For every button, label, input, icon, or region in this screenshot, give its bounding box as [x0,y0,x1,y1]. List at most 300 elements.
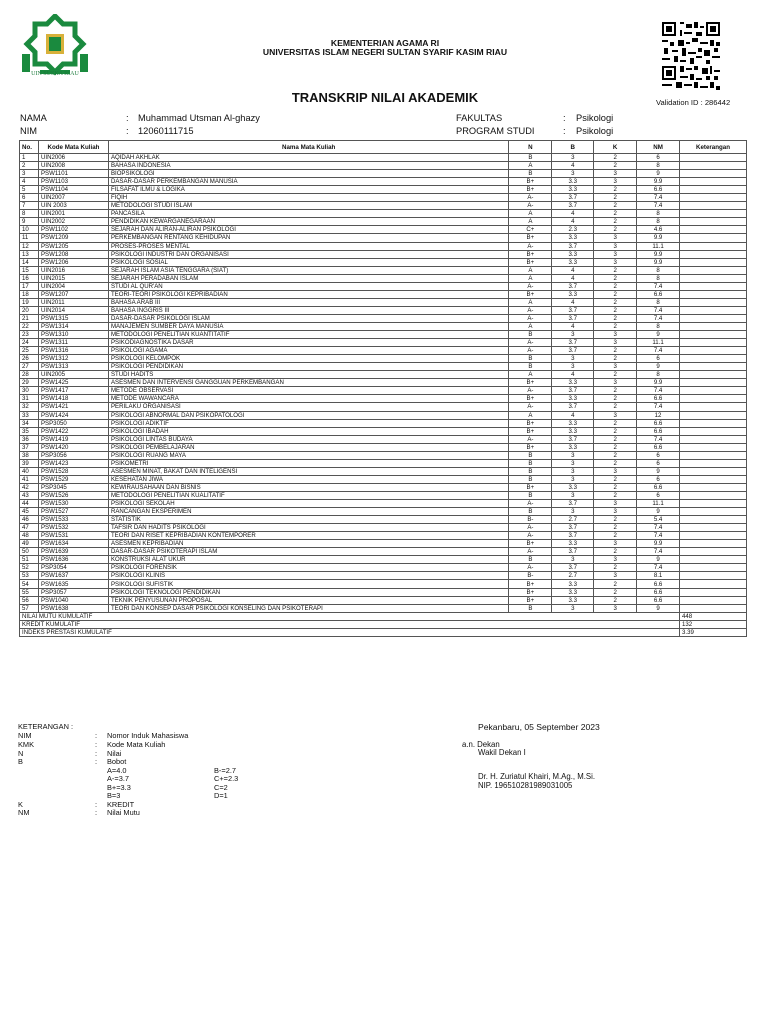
fakultas-value: Psikologi [576,113,614,123]
cell-keterangan [680,451,747,459]
cell-no: 56 [20,596,39,604]
cell-b: 3.3 [552,178,594,186]
cell-n: A- [509,500,552,508]
cell-nm: 7.4 [637,564,680,572]
cell-n: A- [509,202,552,210]
cell-b: 3.7 [552,387,594,395]
cell-no: 25 [20,347,39,355]
cell-b: 3.7 [552,339,594,347]
cell-nama: METODOLOGI PENELITIAN KUANTITATIF [108,331,508,339]
fakultas-colon: : [563,113,566,123]
table-row [20,218,747,226]
cell-k: 2 [594,491,637,499]
logo-caption: UIN SUSKA RIAU [31,71,79,77]
cell-keterangan [680,178,747,186]
cell-n: A- [509,403,552,411]
cell-nama: ASESMEN DAN INTERVENSI GANGGUAN PERKEMBANGAN [108,379,508,387]
cell-b: 3.7 [552,306,594,314]
grades-table [19,140,747,637]
cell-kode: PSW1418 [38,395,108,403]
cell-kode: PSW1531 [38,532,108,540]
cell-b: 3.7 [552,347,594,355]
table-row [20,258,747,266]
legend-nm-val: Nilai Mutu [107,808,140,817]
cell-nama: BAHASA INDONESIA [108,162,508,170]
table-header-row [20,141,747,154]
cell-nm: 9 [637,604,680,612]
table-row [20,435,747,443]
cell-no: 38 [20,451,39,459]
cell-k: 3 [594,363,637,371]
cell-keterangan [680,572,747,580]
cell-kode: UIN2004 [38,282,108,290]
cell-k: 3 [594,467,637,475]
cell-nama: PENDIDIKAN KEWARGANEGARAAN [108,218,508,226]
cell-keterangan [680,242,747,250]
cell-keterangan [680,556,747,564]
cell-nama: MANAJEMEN SUMBER DAYA MANUSIA [108,322,508,330]
cell-b: 3.3 [552,540,594,548]
cell-k: 2 [594,314,637,322]
signer-role: Wakil Dekan I [478,748,526,757]
table-row [20,355,747,363]
cell-n: A- [509,524,552,532]
cell-k: 2 [594,347,637,355]
cell-kode: PSP3056 [38,451,108,459]
col-nm: NM [637,141,680,154]
cell-n: B+ [509,258,552,266]
table-row [20,540,747,548]
cell-no: 37 [20,443,39,451]
cell-b: 3.3 [552,234,594,242]
cell-b: 4 [552,210,594,218]
cell-nm: 9.9 [637,379,680,387]
cell-nm: 6.6 [637,419,680,427]
cell-kode: PSW1533 [38,516,108,524]
table-row [20,339,747,347]
cell-nama: BIOPSIKOLOGI [108,170,508,178]
cell-no: 44 [20,500,39,508]
cell-nama: DASAR-DASAR PSIKOTERAPI ISLAM [108,548,508,556]
cell-no: 43 [20,491,39,499]
cell-keterangan [680,604,747,612]
cell-nm: 5.4 [637,516,680,524]
cell-n: A- [509,347,552,355]
cell-n: B [509,475,552,483]
cell-k: 2 [594,322,637,330]
cell-no: 22 [20,322,39,330]
table-row [20,403,747,411]
cell-kode: PSW1314 [38,322,108,330]
cell-nm: 6 [637,355,680,363]
cell-keterangan [680,282,747,290]
cell-n: C+ [509,226,552,234]
cell-nama: PSIKOLOGI SOSIAL [108,258,508,266]
cell-nm: 6.6 [637,395,680,403]
legend-colon: : [95,740,98,749]
cell-k: 2 [594,162,637,170]
cell-n: B [509,331,552,339]
cell-nama: TAFSIR DAN HADITS PSIKOLOGI [108,524,508,532]
cell-nm: 8 [637,274,680,282]
cell-keterangan [680,540,747,548]
table-row [20,242,747,250]
cell-k: 2 [594,403,637,411]
cell-k: 2 [594,154,637,162]
prodi-label: PROGRAM STUDI [456,126,535,136]
cell-keterangan [680,322,747,330]
cell-keterangan [680,564,747,572]
cell-b: 2.7 [552,572,594,580]
cell-keterangan [680,347,747,355]
bobot-c: C=2 [214,783,228,792]
cell-kode: PSW1532 [38,524,108,532]
cell-keterangan [680,403,747,411]
cell-nm: 9.9 [637,540,680,548]
cell-n: B+ [509,588,552,596]
cell-no: 19 [20,298,39,306]
cell-n: B+ [509,427,552,435]
cell-nm: 7.4 [637,306,680,314]
cell-no: 17 [20,282,39,290]
cell-kode: UIN2014 [38,306,108,314]
cell-no: 54 [20,580,39,588]
cell-keterangan [680,516,747,524]
cell-no: 4 [20,178,39,186]
cell-kode: PSW1040 [38,596,108,604]
cell-n: B+ [509,178,552,186]
cell-kode: PSW1310 [38,331,108,339]
table-row [20,524,747,532]
cell-b: 3 [552,451,594,459]
table-row [20,572,747,580]
cell-kode: PSW1104 [38,186,108,194]
cell-nama: DASAR-DASAR PERKEMBANGAN MANUSIA [108,178,508,186]
cell-nm: 6 [637,491,680,499]
cell-k: 2 [594,202,637,210]
cell-no: 34 [20,419,39,427]
cell-b: 3.3 [552,419,594,427]
cell-n: A- [509,306,552,314]
cell-nama: PSIKOLOGI IBADAH [108,427,508,435]
cell-k: 3 [594,258,637,266]
cell-kode: UIN2001 [38,210,108,218]
cell-k: 2 [594,395,637,403]
cell-b: 3.7 [552,500,594,508]
cell-b: 3 [552,331,594,339]
cell-keterangan [680,443,747,451]
cell-kode: PSW1527 [38,508,108,516]
cell-k: 2 [594,443,637,451]
cell-n: B [509,154,552,162]
cell-n: B [509,491,552,499]
table-row [20,202,747,210]
cell-nama: METODOLOGI PENELITIAN KUALITATIF [108,491,508,499]
cell-no: 36 [20,435,39,443]
cell-no: 57 [20,604,39,612]
table-row [20,491,747,499]
cell-n: B+ [509,250,552,258]
table-row [20,306,747,314]
col-b: B [552,141,594,154]
cell-nm: 7.4 [637,403,680,411]
table-row [20,475,747,483]
cell-b: 3.7 [552,548,594,556]
cell-kode: PSW1101 [38,170,108,178]
cell-nama: AQIDAH AKHLAK [108,154,508,162]
cell-n: B+ [509,483,552,491]
cell-kode: PSW1420 [38,443,108,451]
prodi-value: Psikologi [576,126,614,136]
table-row [20,419,747,427]
cell-no: 12 [20,242,39,250]
cell-keterangan [680,596,747,604]
cell-kode: UIN2015 [38,274,108,282]
signer-name: Dr. H. Zuriatul Khairi, M.Ag., M.Si. [478,772,595,781]
table-row [20,588,747,596]
cell-nama: SEJARAH DAN ALIRAN-ALIRAN PSIKOLOGI [108,226,508,234]
table-row [20,387,747,395]
cell-kode: UIN 2003 [38,202,108,210]
cell-keterangan [680,580,747,588]
cell-keterangan [680,258,747,266]
cell-no: 53 [20,572,39,580]
cell-keterangan [680,459,747,467]
cell-nm: 8 [637,218,680,226]
cell-b: 3.7 [552,194,594,202]
cell-no: 55 [20,588,39,596]
cell-k: 3 [594,170,637,178]
cell-nm: 11.1 [637,339,680,347]
table-row [20,210,747,218]
cell-n: A- [509,532,552,540]
signer-nip: NIP. 196510281989031005 [478,781,573,790]
cell-n: B- [509,572,552,580]
cell-keterangan [680,508,747,516]
cell-n: A- [509,314,552,322]
cell-nm: 8 [637,322,680,330]
cell-k: 2 [594,298,637,306]
summary-row [20,628,747,636]
cell-k: 2 [594,564,637,572]
cell-b: 3.3 [552,596,594,604]
cell-nm: 12 [637,411,680,419]
table-row [20,443,747,451]
cell-no: 9 [20,218,39,226]
cell-b: 3 [552,170,594,178]
cell-nm: 8 [637,371,680,379]
col-k: K [594,141,637,154]
cell-n: A [509,266,552,274]
cell-keterangan [680,290,747,298]
cell-b: 3.7 [552,564,594,572]
summary-row [20,612,747,620]
cell-kode: PSP3050 [38,419,108,427]
cell-n: A [509,162,552,170]
cell-nama: FILSAFAT ILMU & LOGIKA [108,186,508,194]
cell-keterangan [680,194,747,202]
cell-nama: PSIKOLOGI PENDIDIKAN [108,363,508,371]
cell-no: 30 [20,387,39,395]
cell-no: 47 [20,524,39,532]
summary-value: 448 [680,612,747,620]
cell-nama: PSIKOLOGI PEMBELAJARAN [108,443,508,451]
table-row [20,250,747,258]
cell-no: 29 [20,379,39,387]
cell-n: A- [509,242,552,250]
bobot-c-plus: C+=2.3 [214,774,239,783]
table-row [20,604,747,612]
cell-k: 2 [594,290,637,298]
cell-kode: UIN2007 [38,194,108,202]
cell-nm: 8 [637,162,680,170]
cell-b: 3.3 [552,580,594,588]
cell-kode: PSW1419 [38,435,108,443]
table-row [20,186,747,194]
table-row [20,451,747,459]
qr-code [662,22,720,92]
bobot-b-plus: B+=3.3 [107,783,131,792]
fakultas-label: FAKULTAS [456,113,503,123]
cell-keterangan [680,298,747,306]
cell-no: 7 [20,202,39,210]
signer-on-behalf: a.n. Dekan [462,740,500,749]
cell-nm: 7.4 [637,435,680,443]
cell-no: 42 [20,483,39,491]
cell-keterangan [680,274,747,282]
cell-no: 13 [20,250,39,258]
cell-b: 3.3 [552,186,594,194]
cell-k: 3 [594,500,637,508]
cell-n: A [509,298,552,306]
cell-k: 2 [594,516,637,524]
cell-nm: 8 [637,210,680,218]
cell-nama: PSIKOLOGI ABNORMAL DAN PSIKOPATOLOGI [108,411,508,419]
cell-kode: PSW1102 [38,226,108,234]
cell-nama: ASESMEN KEPRIBADIAN [108,540,508,548]
cell-nm: 6.6 [637,290,680,298]
legend-k-key: K [18,800,23,809]
cell-b: 2.7 [552,516,594,524]
table-row [20,395,747,403]
cell-nm: 7.4 [637,314,680,322]
cell-nama: DASAR-DASAR PSIKOLOGI ISLAM [108,314,508,322]
cell-kode: PSW1421 [38,403,108,411]
table-row [20,274,747,282]
summary-label: INDEKS PRESTASI KUMULATIF [20,628,680,636]
cell-no: 28 [20,371,39,379]
table-row [20,371,747,379]
cell-n: B [509,508,552,516]
cell-nama: PSIKOLOGI AGAMA [108,347,508,355]
cell-n: B [509,170,552,178]
table-row [20,194,747,202]
cell-n: B [509,459,552,467]
cell-k: 2 [594,451,637,459]
table-row [20,411,747,419]
cell-no: 15 [20,266,39,274]
cell-no: 41 [20,475,39,483]
cell-keterangan [680,314,747,322]
legend-b-val: Bobot [107,757,127,766]
table-row [20,226,747,234]
cell-no: 11 [20,234,39,242]
cell-nm: 9 [637,170,680,178]
cell-b: 4 [552,274,594,282]
cell-nama: PSIKODIAGNOSTIKA DASAR [108,339,508,347]
cell-no: 20 [20,306,39,314]
cell-nm: 8.1 [637,572,680,580]
cell-nm: 6 [637,475,680,483]
cell-no: 50 [20,548,39,556]
cell-kode: PSW1206 [38,258,108,266]
cell-no: 24 [20,339,39,347]
legend-colon: : [95,757,98,766]
legend-n-val: Nilai [107,749,122,758]
cell-nm: 9.9 [637,250,680,258]
cell-k: 2 [594,435,637,443]
cell-nama: PSIKOLOGI ADIKTIF [108,419,508,427]
table-row [20,282,747,290]
table-row [20,379,747,387]
cell-n: A- [509,548,552,556]
table-row [20,564,747,572]
cell-nama: PSIKOLOGI SEKOLAH [108,500,508,508]
nim-colon: : [126,126,129,136]
cell-k: 3 [594,411,637,419]
cell-k: 2 [594,282,637,290]
cell-no: 2 [20,162,39,170]
cell-nama: PSIKOLOGI RUANG MAYA [108,451,508,459]
cell-b: 3 [552,604,594,612]
table-row [20,162,747,170]
cell-nama: STATISTIK [108,516,508,524]
cell-n: B+ [509,540,552,548]
cell-no: 8 [20,210,39,218]
col-keterangan: Keterangan [680,141,747,154]
legend-colon: : [95,808,98,817]
cell-keterangan [680,170,747,178]
cell-nama: METODOLOGI STUDI ISLAM [108,202,508,210]
cell-no: 40 [20,467,39,475]
cell-b: 3.7 [552,202,594,210]
cell-b: 4 [552,371,594,379]
cell-no: 45 [20,508,39,516]
cell-kode: PSP3054 [38,564,108,572]
cell-b: 3.7 [552,524,594,532]
table-row [20,154,747,162]
cell-nm: 6 [637,154,680,162]
table-row [20,234,747,242]
cell-nama: KESEHATAN JIWA [108,475,508,483]
cell-kode: PSW1208 [38,250,108,258]
cell-n: B+ [509,596,552,604]
nim-label: NIM [20,126,38,136]
cell-nm: 7.4 [637,282,680,290]
col-kode: Kode Mata Kuliah [38,141,108,154]
cell-nama: PSIKOLOGI KLINIS [108,572,508,580]
nama-value: Muhammad Utsman Al-ghazy [138,113,260,123]
cell-k: 2 [594,588,637,596]
cell-kode: PSW1205 [38,242,108,250]
cell-b: 3 [552,508,594,516]
cell-keterangan [680,218,747,226]
cell-no: 1 [20,154,39,162]
cell-n: A [509,371,552,379]
legend-title: KETERANGAN : [18,722,74,731]
cell-k: 3 [594,178,637,186]
cell-keterangan [680,371,747,379]
